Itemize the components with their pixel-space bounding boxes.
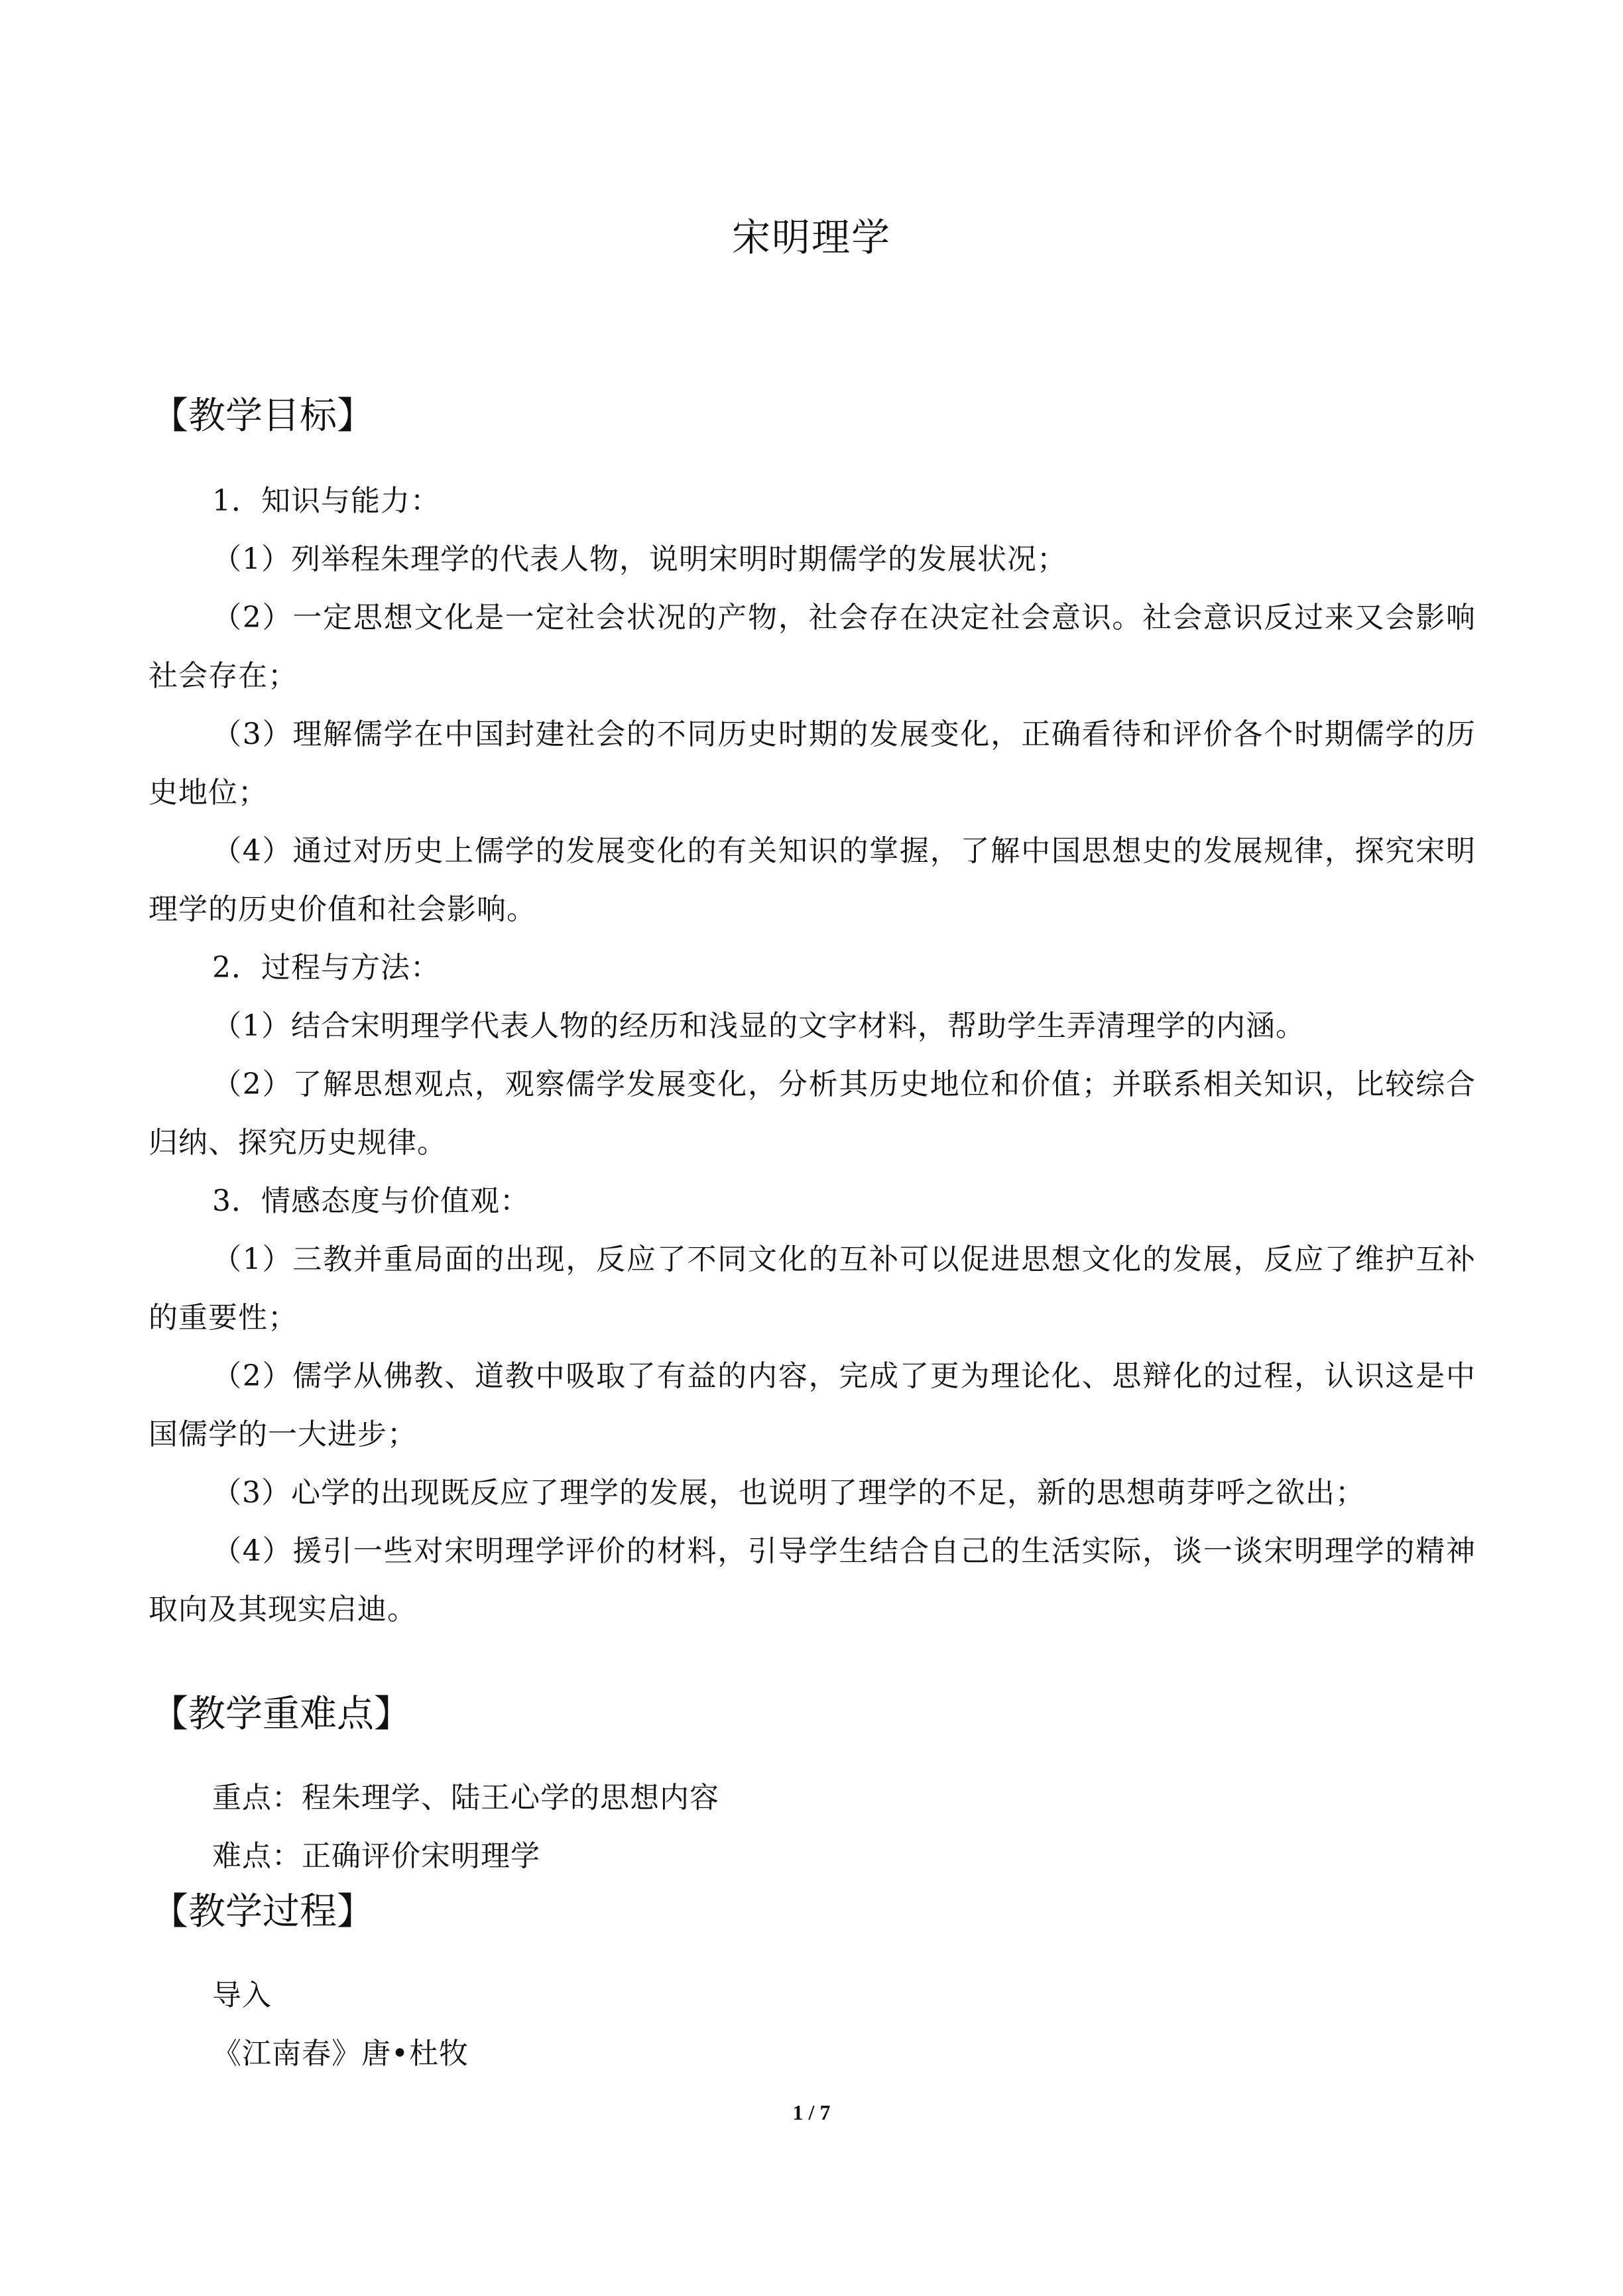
page-number: 1 / 7 [792, 2100, 831, 2124]
objective-knowledge-heading: 1．知识与能力： [212, 484, 440, 518]
page-title: 宋明理学 [731, 215, 891, 260]
objective-knowledge-item-3: （3）理解儒学在中国封建社会的不同历史时期的发展变化，正确看待和评价各个时期儒学的历史地位； [149, 717, 1476, 810]
objective-process-item-1: （1）结合宋明理学代表人物的经历和浅显的文字材料，帮助学生弄清理学的内涵。 [212, 1009, 1305, 1043]
section-heading-objectives: 【教学目标】 [151, 394, 374, 438]
objective-knowledge-item-4: （4）通过对历史上儒学的发展变化的有关知识的掌握，了解中国思想史的发展规律，探究宋明理学的历史价值和社会影响。 [149, 834, 1476, 926]
objective-process-item-2: （2）了解思想观点，观察儒学发展变化，分析其历史地位和价值；并联系相关知识，比较综合归纳、探究历史规律。 [149, 1067, 1476, 1160]
process-intro: 导入 [212, 1978, 272, 2012]
objective-emotion-item-3: （3）心学的出现既反应了理学的发展，也说明了理学的不足，新的思想萌芽呼之欲出； [212, 1476, 1365, 1510]
objective-knowledge-item-2: （2）一定思想文化是一定社会状况的产物，社会存在决定社会意识。社会意识反过来又会影响社会存在； [149, 601, 1476, 693]
section-heading-key-points: 【教学重难点】 [151, 1693, 411, 1736]
objective-process-heading: 2．过程与方法： [212, 951, 440, 985]
objective-emotion-heading: 3．情感态度与价值观： [212, 1184, 530, 1218]
objective-knowledge-item-1: （1）列举程朱理学的代表人物，说明宋明时期儒学的发展状况； [212, 542, 1067, 576]
objective-emotion-item-1: （1）三教并重局面的出现，反应了不同文化的互补可以促进思想文化的发展，反应了维护互补的重要性； [149, 1242, 1476, 1335]
key-point-focus: 重点：程朱理学、陆王心学的思想内容 [212, 1781, 719, 1815]
section-heading-process: 【教学过程】 [151, 1890, 374, 1933]
key-point-difficulty: 难点：正确评价宋明理学 [212, 1839, 540, 1873]
process-poem-title: 《江南春》唐•杜牧 [212, 2037, 469, 2071]
objective-emotion-item-2: （2）儒学从佛教、道教中吸取了有益的内容，完成了更为理论化、思辩化的过程，认识这是中国儒学的一大进步； [149, 1359, 1476, 1451]
objective-emotion-item-4: （4）援引一些对宋明理学评价的材料，引导学生结合自己的生活实际，谈一谈宋明理学的精神取向及其现实启迪。 [149, 1534, 1476, 1626]
